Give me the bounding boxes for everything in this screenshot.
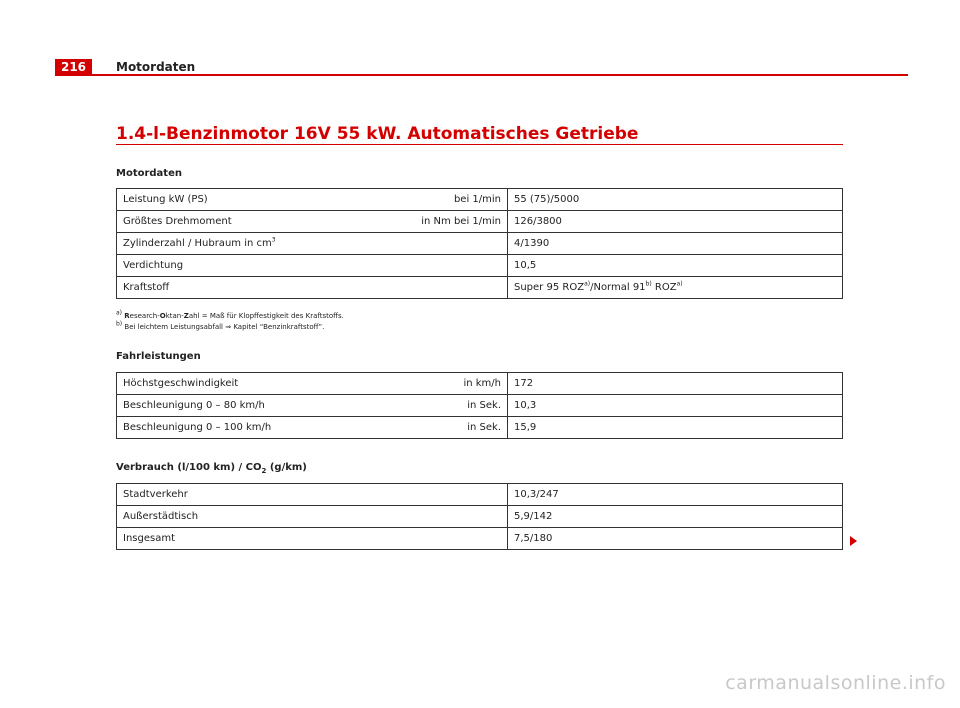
superscript: 3 bbox=[271, 236, 276, 244]
verbrauch-table bbox=[116, 483, 843, 550]
footnote-b: $^{b)}$ Bei leichtem Leistungsabfall ⇒ Kapitel “Benzinkraftstoff”. bbox=[116, 320, 325, 331]
page-number: 216 bbox=[55, 59, 92, 76]
table-row bbox=[117, 255, 843, 277]
table-row bbox=[117, 211, 843, 233]
row-label: Zylinderzahl / Hubraum in cm bbox=[123, 237, 272, 249]
verbrauch-heading: Verbrauch (l/100 $km) / CO_2$ (g/km) bbox=[116, 462, 307, 475]
row-value: 4/1390 bbox=[508, 233, 843, 255]
fahrleistungen-heading: Fahrleistungen bbox=[116, 351, 201, 362]
row-value: 10,3/247 bbox=[508, 484, 843, 506]
table-row bbox=[117, 189, 843, 211]
row-label: Insgesamt bbox=[117, 528, 508, 550]
row-label: Beschleunigung 0 – 80 km/h bbox=[123, 399, 265, 411]
row-label: Kraftstoff bbox=[123, 281, 170, 293]
row-value: 172 bbox=[508, 373, 843, 395]
table-row bbox=[117, 484, 843, 506]
row-value: 15,9 bbox=[508, 417, 843, 439]
row-label: Höchstgeschwindigkeit bbox=[123, 377, 239, 389]
table-row bbox=[117, 277, 843, 299]
table-row bbox=[117, 373, 843, 395]
table-row bbox=[117, 395, 843, 417]
row-label: Leistung kW (PS) bbox=[123, 193, 208, 205]
motordaten-table bbox=[116, 188, 843, 299]
row-unit: in km/h bbox=[463, 377, 501, 389]
row-value: 10,3 bbox=[508, 395, 843, 417]
row-value: 55 (75)/5000 bbox=[508, 189, 843, 211]
fahrleistungen-table bbox=[116, 372, 843, 439]
title-rule bbox=[116, 144, 843, 145]
watermark: carmanualsonline.info bbox=[725, 672, 946, 694]
row-value: 7,5/180 bbox=[508, 528, 843, 550]
row-label: Größtes Drehmoment bbox=[123, 215, 232, 227]
row-label: Verdichtung bbox=[123, 259, 184, 271]
header-title: Motordaten bbox=[116, 60, 196, 74]
motordaten-heading: Motordaten bbox=[116, 168, 182, 179]
footnotes bbox=[116, 311, 344, 333]
table-row bbox=[117, 506, 843, 528]
table-row bbox=[117, 417, 843, 439]
row-value: Super 95 ROZ$^{a)}$/Normal 91$^{b)}$ ROZ$^{a)}$ bbox=[508, 277, 843, 299]
row-value: 10,5 bbox=[508, 255, 843, 277]
continue-arrow-icon bbox=[850, 536, 857, 546]
footnote-a: $^{a)}$ Research-Oktan-Zahl = Maß für Klopffestigkeit des Kraftstoffs. bbox=[116, 309, 344, 320]
row-unit: in Nm bei 1/min bbox=[421, 215, 501, 227]
table-row bbox=[117, 528, 843, 550]
row-label: Außerstädtisch bbox=[117, 506, 508, 528]
row-label: Beschleunigung 0 – 100 km/h bbox=[123, 421, 272, 433]
table-row bbox=[117, 233, 843, 255]
row-unit: in Sek. bbox=[467, 421, 501, 433]
row-value: 126/3800 bbox=[508, 211, 843, 233]
row-label: Stadtverkehr bbox=[117, 484, 508, 506]
row-value: 5,9/142 bbox=[508, 506, 843, 528]
row-unit: bei 1/min bbox=[453, 193, 501, 205]
row-unit: in Sek. bbox=[467, 399, 501, 411]
main-title: 1.4-l-Benzinmotor 16V 55 kW. Automatisches Getriebe bbox=[116, 124, 639, 144]
